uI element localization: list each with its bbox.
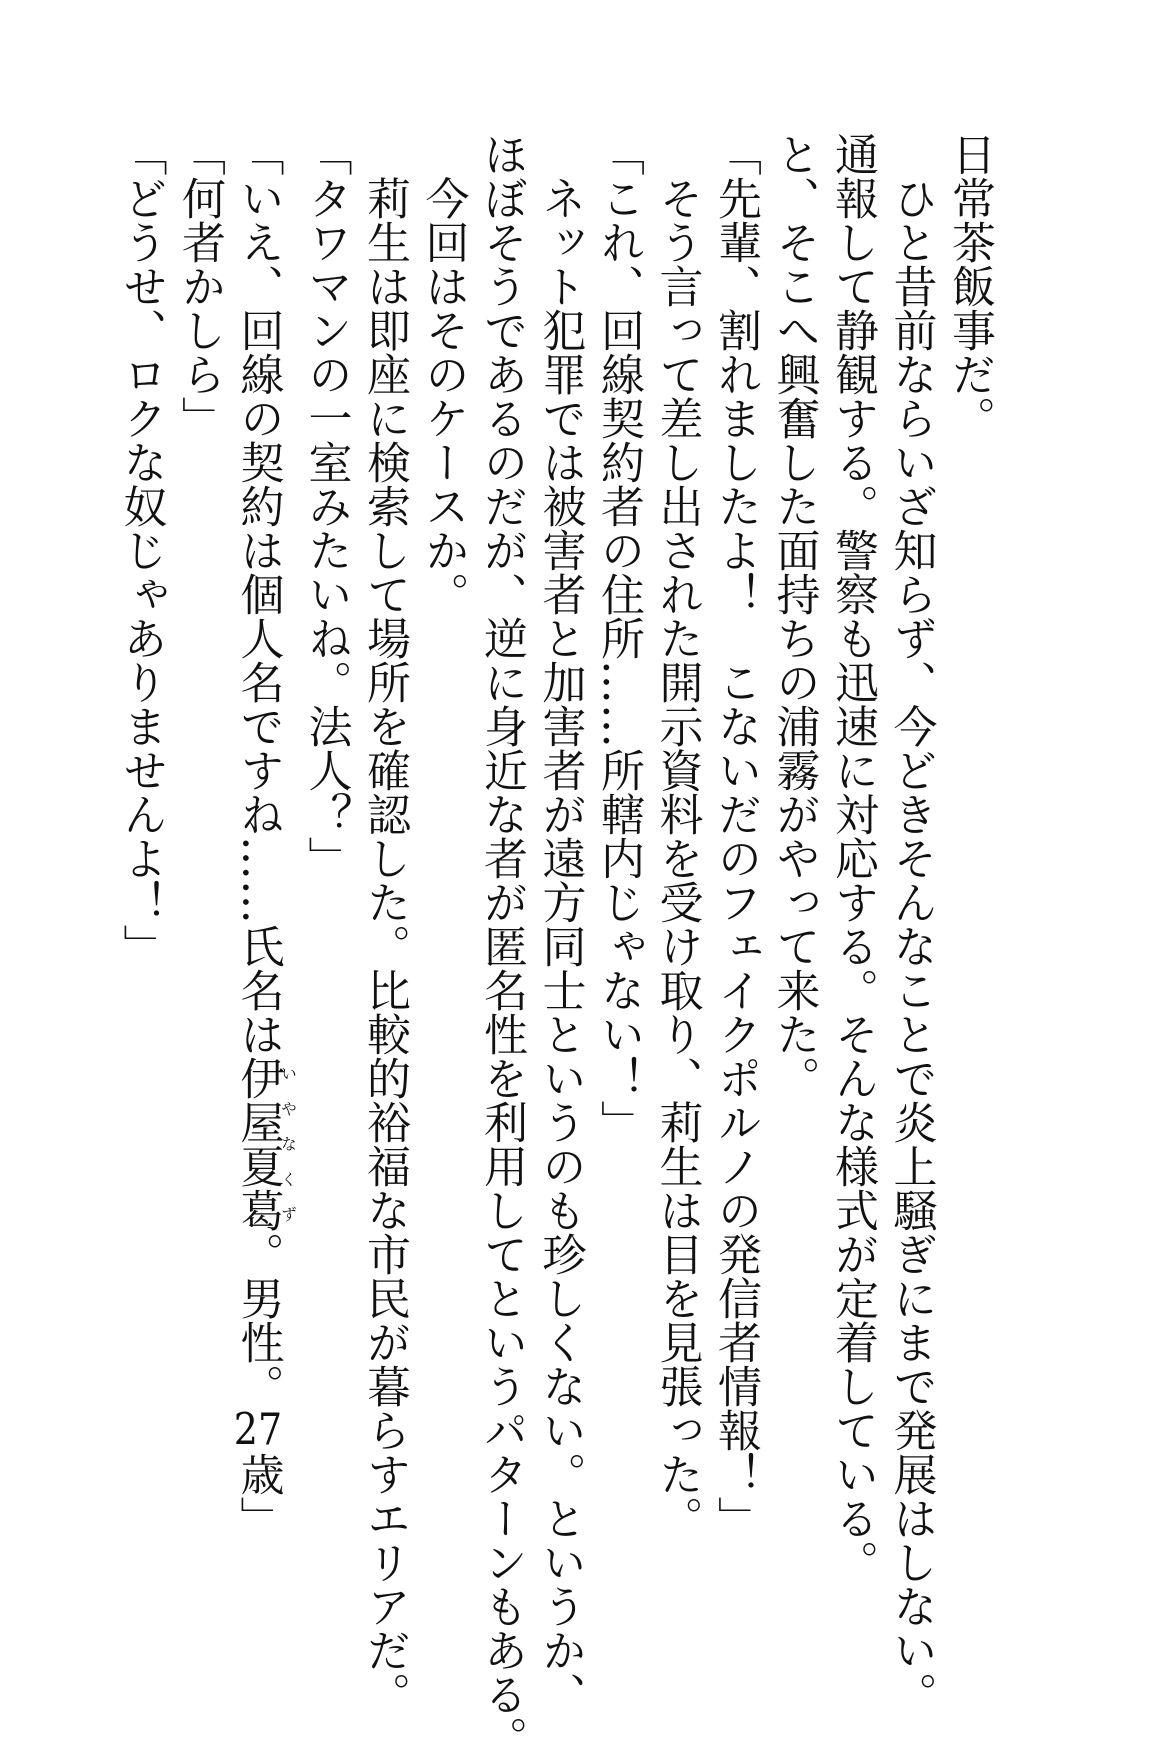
dialogue-line: 「何者かしら」 xyxy=(174,132,225,440)
text-segment: 「いえ、回線の契約は個人名ですね……氏名は xyxy=(232,132,284,1056)
text-line: そう言って差し出された開示資料を受け取り、莉生は目を見張った。 xyxy=(651,176,703,1540)
text-line: 莉生は即座に検索して場所を確認した。比較的裕福な市民が暮らすエリアだ。 xyxy=(359,176,410,1716)
dialogue-line: 「先輩、割れましたよ！ こないだのフェイクポルノの発信者情報！」 xyxy=(710,132,761,1540)
text-segment: 。男性。 xyxy=(232,1232,284,1408)
text-segment: 歳」 xyxy=(232,1452,284,1540)
text-line: ひと昔前ならいざ知らず、今どきそんなことで炎上騒ぎにまで発展はしない。 xyxy=(885,176,937,1716)
ruby-base: 伊屋夏葛 xyxy=(232,1056,284,1232)
dialogue-line-with-ruby xyxy=(228,132,298,1540)
vertical-text-body xyxy=(111,132,998,1760)
text-line: と、そこへ興奮した面持ちの浦霧がやって来た。 xyxy=(768,132,820,1100)
dialogue-line: 「どうせ、ロクな奴じゃありませんよ！」 xyxy=(115,132,167,968)
dialogue-line: 「これ、回線契約者の住所……所轄内じゃない！」 xyxy=(593,132,644,1144)
text-line: ほぼそうであるのだが、逆に身近な者が匿名性を利用してというパターンもある。 xyxy=(476,132,527,1760)
name-with-furigana xyxy=(232,1056,298,1232)
text-line: 日常茶飯事だ。 xyxy=(944,132,995,440)
text-line: ネット犯罪では被害者と加害者が遠方同士というのも珍しくない。というか、 xyxy=(534,176,586,1716)
age-number: 27 xyxy=(233,1408,283,1452)
text-line: 通報して静観する。警察も迅速に対応する。そんな様式が定着している。 xyxy=(827,132,878,1584)
text-line: 今回はそのケースか。 xyxy=(417,176,469,616)
furigana: いやなくず xyxy=(278,1056,298,1232)
dialogue-line: 「タワマンの一室みたいね。法人？」 xyxy=(300,132,352,880)
